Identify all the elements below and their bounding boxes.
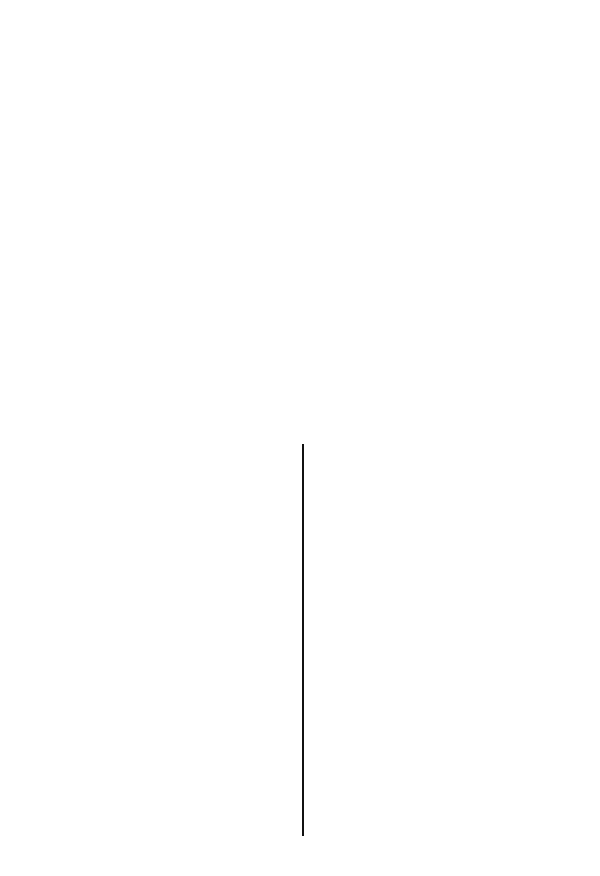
- column-divider: [302, 444, 304, 836]
